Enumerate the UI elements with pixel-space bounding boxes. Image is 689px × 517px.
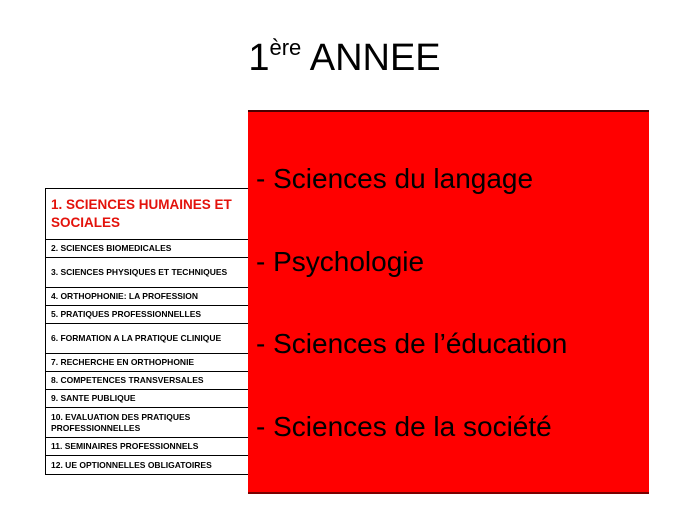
module-row-9: 9. SANTE PUBLIQUE xyxy=(46,390,262,408)
module-row-3: 3. SCIENCES PHYSIQUES ET TECHNIQUES xyxy=(46,258,262,288)
module-row-7: 7. RECHERCHE EN ORTHOPHONIE xyxy=(46,354,262,372)
title-text: ANNEE xyxy=(301,37,441,79)
panel-top-edge xyxy=(248,110,649,112)
slide-title xyxy=(0,35,689,80)
module-row-11: 11. SEMINAIRES PROFESSIONNELS xyxy=(46,438,262,456)
module-row-6: 6. FORMATION A LA PRATIQUE CLINIQUE xyxy=(46,324,262,354)
module-row-8: 8. COMPETENCES TRANSVERSALES xyxy=(46,372,262,390)
module-row-1: 1. SCIENCES HUMAINES ET SOCIALES xyxy=(46,189,262,240)
module-row-12: 12. UE OPTIONNELLES OBLIGATOIRES xyxy=(51,459,212,470)
panel-item-societe: - Sciences de la société xyxy=(256,411,552,442)
module-row-5: 5. PRATIQUES PROFESSIONNELLES xyxy=(46,306,262,324)
title-number: 1 xyxy=(248,37,270,79)
modules-table xyxy=(45,188,263,475)
panel-item-psychologie: - Psychologie xyxy=(256,246,425,277)
module-row-4: 4. ORTHOPHONIE: LA PROFESSION xyxy=(46,288,262,306)
red-content-panel xyxy=(248,110,649,494)
title-superscript: ère xyxy=(269,35,302,60)
panel-item-education: - Sciences de l’éducation xyxy=(256,328,568,359)
panel-item-langage: - Sciences du langage xyxy=(256,163,534,194)
module-row-10: 10. EVALUATION DES PRATIQUES PROFESSIONNELLES xyxy=(46,408,262,438)
module-row-2: 2. SCIENCES BIOMEDICALES xyxy=(46,240,262,258)
